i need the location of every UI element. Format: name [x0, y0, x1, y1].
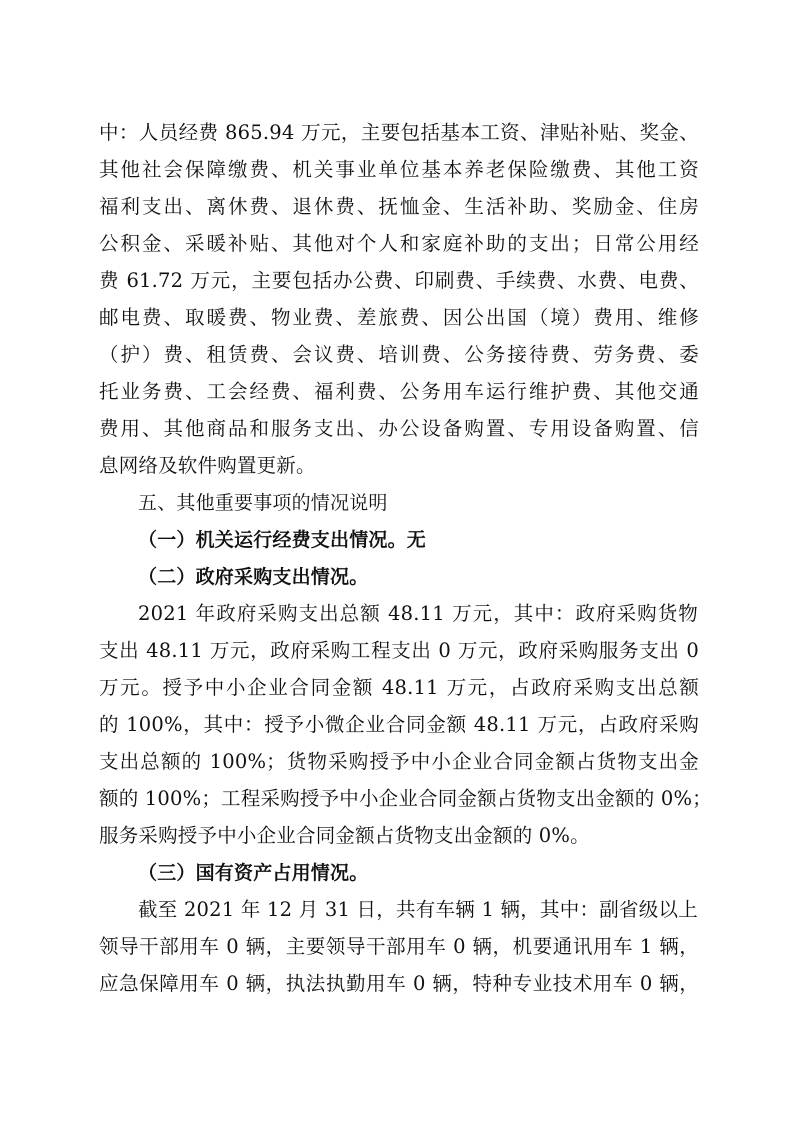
paragraph-line: 支出 48.11 万元，政府采购工程支出 0 万元，政府采购服务支出 0	[99, 639, 699, 662]
paragraph-line: 费用、其他商品和服务支出、办公设备购置、专用设备购置、信	[99, 417, 699, 440]
paragraph-line: 额的 100%；工程采购授予中小企业合同金额占货物支出金额的 0%；	[99, 787, 712, 810]
paragraph-line: 应急保障用车 0 辆，执法执勤用车 0 辆，特种专业技术用车 0 辆，	[99, 972, 699, 995]
paragraph-line: 服务采购授予中小企业合同金额占货物支出金额的 0%。	[99, 824, 590, 847]
paragraph-line: 托业务费、工会经费、福利费、公务用车运行维护费、其他交通	[99, 380, 699, 403]
paragraph-line: 费 61.72 万元，主要包括办公费、印刷费、手续费、水费、电费、	[99, 269, 699, 292]
paragraph-line: 其他社会保障缴费、机关事业单位基本养老保险缴费、其他工资	[99, 158, 699, 181]
paragraph-line: 邮电费、取暖费、物业费、差旅费、因公出国（境）费用、维修	[99, 306, 699, 329]
paragraph-line: 息网络及软件购置更新。	[99, 454, 316, 477]
paragraph-line: 支出总额的 100%；货物采购授予中小企业合同金额占货物支出金	[99, 750, 699, 773]
paragraph-line: 中：人员经费 865.94 万元，主要包括基本工资、津贴补贴、奖金、	[99, 121, 699, 144]
subsection-title: （一）机关运行经费支出情况。无	[138, 529, 427, 551]
subsection-title: （三）国有资产占用情况。	[138, 862, 369, 884]
paragraph-line: 截至 2021 年 12 月 31 日，共有车辆 1 辆，其中：副省级以上	[138, 898, 698, 921]
paragraph-line: 万元。授予中小企业合同金额 48.11 万元，占政府采购支出总额	[99, 676, 699, 699]
paragraph-line: 领导干部用车 0 辆，主要领导干部用车 0 辆，机要通讯用车 1 辆，	[99, 935, 699, 958]
section-title: 五、其他重要事项的情况说明	[138, 492, 388, 514]
subsection-title: （二）政府采购支出情况。	[138, 566, 369, 588]
paragraph-line: 公积金、采暖补贴、其他对个人和家庭补助的支出；日常公用经	[99, 232, 699, 255]
paragraph-line: 福利支出、离休费、退休费、抚恤金、生活补助、奖励金、住房	[99, 195, 699, 218]
paragraph-line: 2021 年政府采购支出总额 48.11 万元，其中：政府采购货物	[138, 602, 698, 625]
paragraph-line: 的 100%，其中：授予小微企业合同金额 48.11 万元，占政府采购	[99, 713, 699, 736]
paragraph-line: （护）费、租赁费、会议费、培训费、公务接待费、劳务费、委	[99, 343, 699, 366]
